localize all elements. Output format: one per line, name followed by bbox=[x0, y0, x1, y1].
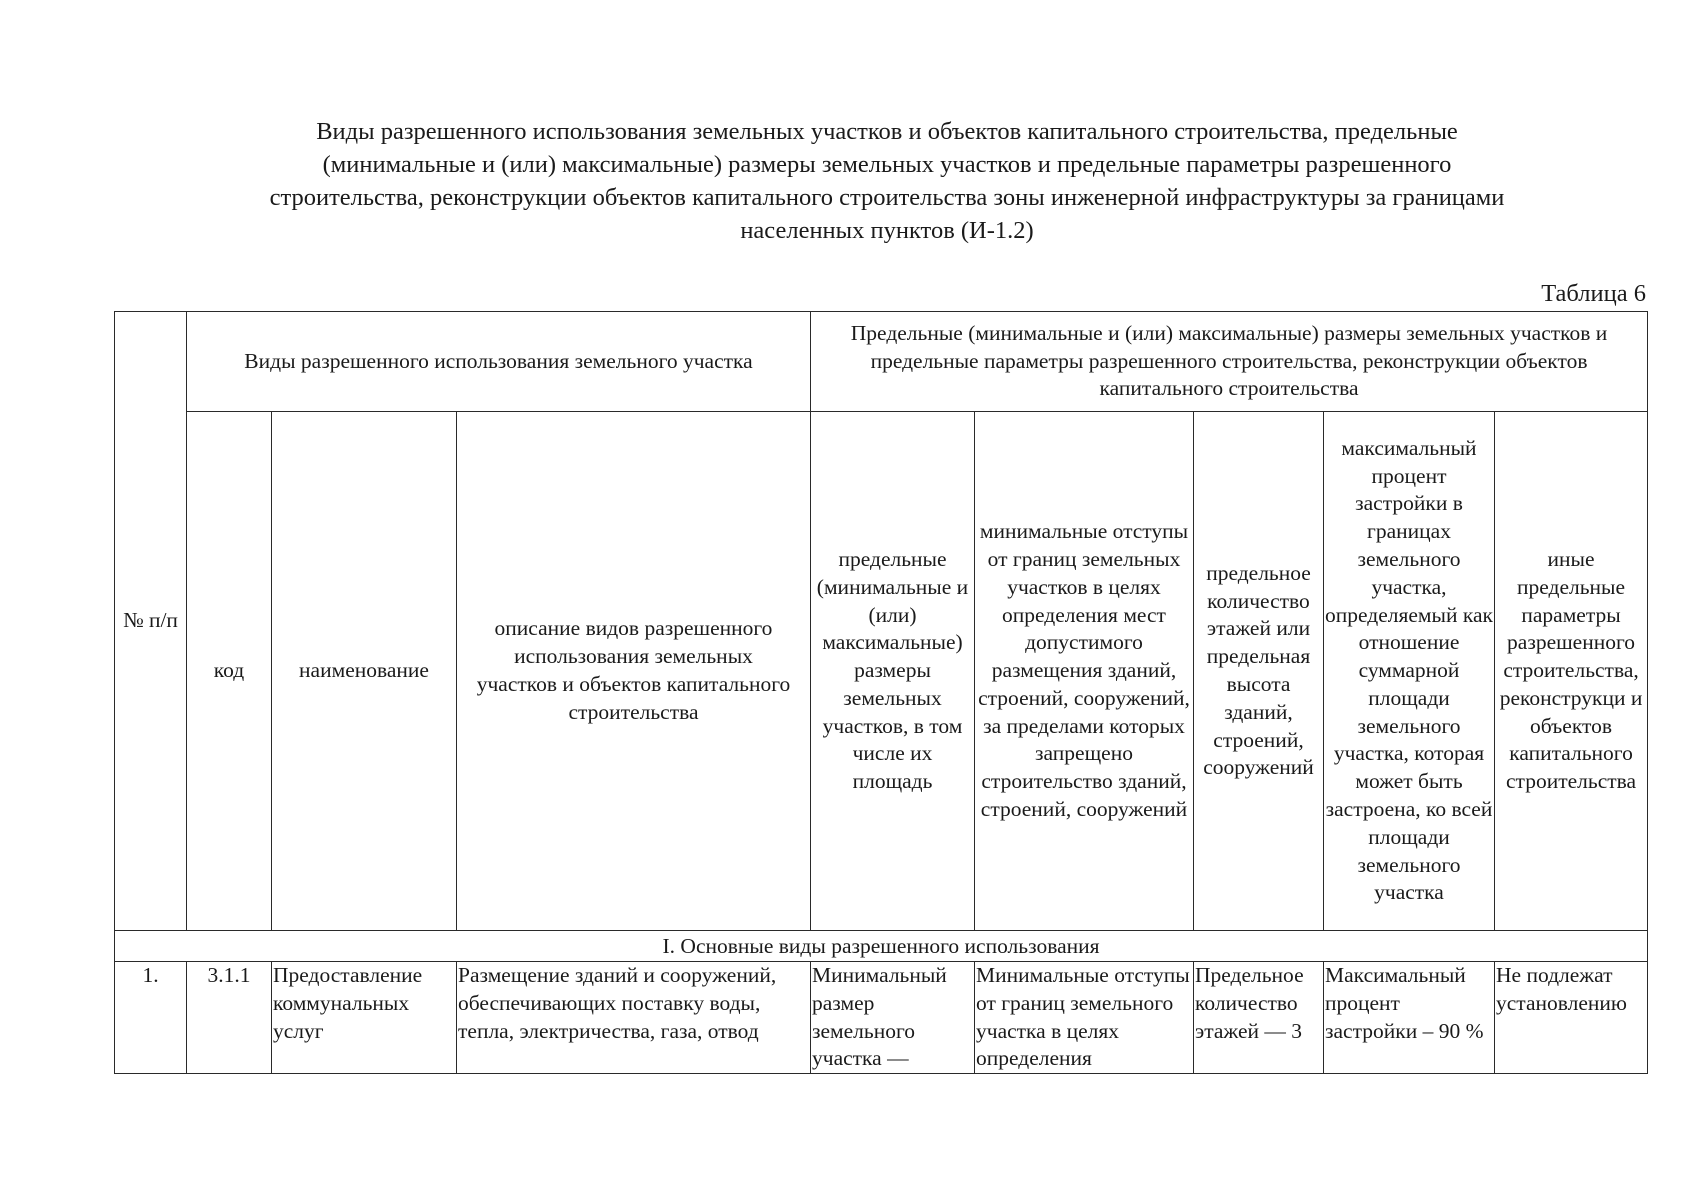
title-line: (минимальные и (или) максимальные) размеры земельных участков и предельные параметры разрешенного bbox=[322, 151, 1452, 178]
section-row bbox=[115, 931, 1648, 962]
header-setbacks: минимальные отступы от границ земельных участков в целях определения мест допустимого размещения зданий, строений, сооружений, за пределами которых запрещено строительство зданий, строений, сооружений bbox=[975, 412, 1194, 931]
title-line: Виды разрешенного использования земельных участков и объектов капитального строительства, предельные bbox=[316, 118, 1458, 145]
header-coverage: максимальный процент застройки в границах земельного участка, определяемый как отношение суммарной площади земельного участка, которая может быть застроена, ко всей площади земельного участка bbox=[1324, 412, 1495, 931]
cell-name: Предоставление коммунальных услуг bbox=[272, 962, 457, 1074]
cell-other: Не подлежат установлению bbox=[1495, 962, 1648, 1074]
header-group-limits: Предельные (минимальные и (или) максимальные) размеры земельных участков и предельные параметры разрешенного строительства, реконструкции объектов капитального строительства bbox=[811, 312, 1648, 412]
header-description: описание видов разрешенного использования земельных участков и объектов капитального строительства bbox=[457, 412, 811, 931]
zoning-table bbox=[114, 311, 1648, 1074]
document-title bbox=[160, 115, 1614, 247]
header-name: наименование bbox=[272, 412, 457, 931]
header-size: предельные (минимальные и (или) максимальные) размеры земельных участков, в том числе их площадь bbox=[811, 412, 975, 931]
header-row-group bbox=[115, 312, 1648, 412]
header-num: № п/п bbox=[115, 312, 187, 931]
title-line: населенных пунктов (И-1.2) bbox=[740, 217, 1034, 244]
header-row-columns bbox=[115, 412, 1648, 931]
header-group-use: Виды разрешенного использования земельного участка bbox=[187, 312, 811, 412]
cell-description: Размещение зданий и сооружений, обеспечивающих поставку воды, тепла, электричества, газа, отвод bbox=[457, 962, 811, 1074]
cell-setbacks: Минимальные отступы от границ земельного участка в целях определения bbox=[975, 962, 1194, 1074]
cell-floors: Предельное количество этажей — 3 bbox=[1194, 962, 1324, 1074]
table-row bbox=[115, 962, 1648, 1074]
cell-code: 3.1.1 bbox=[187, 962, 272, 1074]
header-other: иные предельные параметры разрешенного строительства, реконструкци и объектов капитального строительства bbox=[1495, 412, 1648, 931]
section-title: I. Основные виды разрешенного использования bbox=[115, 931, 1648, 962]
cell-coverage: Максимальный процент застройки – 90 % bbox=[1324, 962, 1495, 1074]
cell-size: Минимальный размер земельного участка — bbox=[811, 962, 975, 1074]
table-caption: Таблица 6 bbox=[1541, 280, 1646, 307]
cell-num: 1. bbox=[115, 962, 187, 1074]
header-code: код bbox=[187, 412, 272, 931]
header-floors: предельное количество этажей или предельная высота зданий, строений, сооружений bbox=[1194, 412, 1324, 931]
title-line: строительства, реконструкции объектов капитального строительства зоны инженерной инфраструктуры за границами bbox=[269, 184, 1505, 211]
